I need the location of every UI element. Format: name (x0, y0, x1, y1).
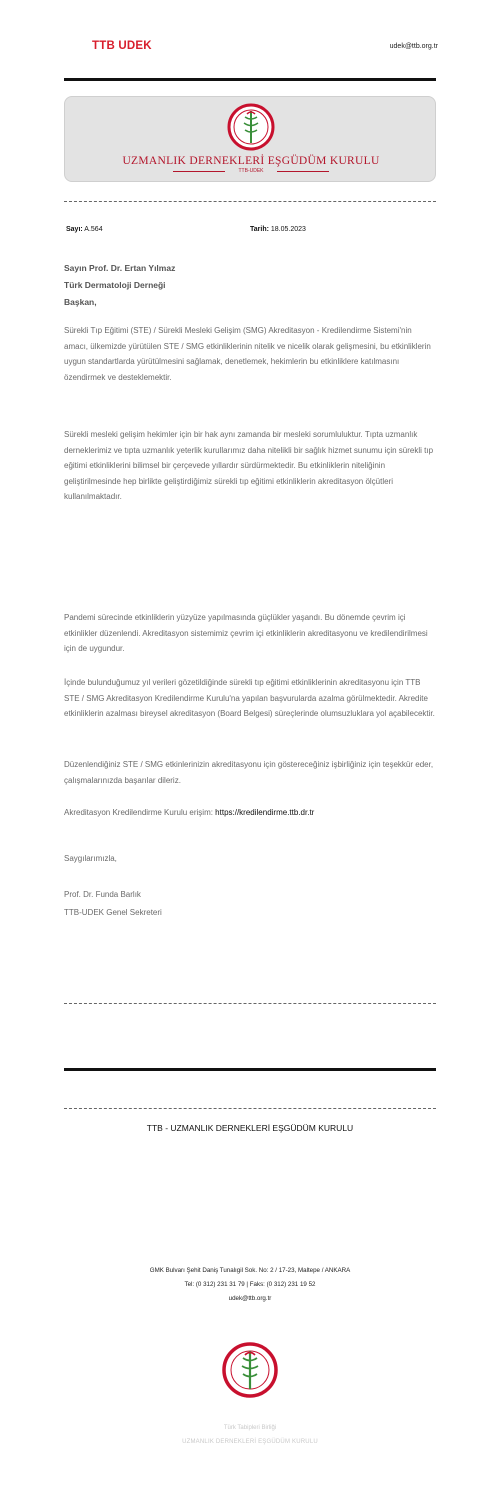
tarih-label: Tarih: (250, 226, 269, 233)
signatory-title: TTB-UDEK Genel Sekreteri (64, 908, 162, 917)
header-email[interactable]: udek@ttb.org.tr (389, 43, 438, 50)
recipient-name: Sayın Prof. Dr. Ertan Yılmaz (64, 263, 176, 273)
banner-title: UZMANLIK DERNEKLERİ EŞGÜDÜM KURULU (122, 155, 380, 167)
footer-title: TTB - UZMANLIK DERNEKLERİ EŞGÜDÜM KURULU (146, 1123, 354, 1133)
recipient-title: Başkan, (64, 297, 97, 307)
body-paragraph-6 (64, 805, 436, 821)
footer-org-name: Türk Tabipleri Birliği (223, 1425, 277, 1431)
banner-subtitle: TTB-UDEK (238, 168, 264, 174)
tarih-value: 18.05.2023 (270, 226, 306, 233)
divider-dashed (64, 1003, 436, 1004)
letterhead-banner (64, 96, 436, 182)
footer-email[interactable]: udek@ttb.org.tr (228, 1295, 272, 1302)
sayi-label: Sayı: (66, 226, 83, 233)
divider-dashed (64, 201, 436, 202)
ttb-seal-icon (227, 103, 275, 151)
closing-salute: Saygılarımızla, (64, 854, 117, 863)
sayi-field (66, 226, 103, 233)
tarih-field (250, 226, 306, 233)
footer-rule (64, 1068, 436, 1071)
banner-rule-right (277, 171, 329, 172)
access-label: Akreditasyon Kredilendirme Kurulu erişim: (64, 808, 216, 817)
body-paragraph-1: Sürekli Tıp Eğitimi (STE) / Sürekli Mesleki Gelişim (SMG) Akreditasyon - Kredilendirme Sistemi'nin amacı, ülkemizde yürütülen STE / SMG etkinliklerinin nitelik ve nicelik olarak gelişmesini, bu etkinliklerin uygun standartlarda yürütülmesini sağlamak, denetlemek, hekimlerin bu etkinliklere katılmasını özendirmek ve desteklemektir. (64, 326, 431, 382)
footer-org-subtitle: UZMANLIK DERNEKLERİ EŞGÜDÜM KURULU (182, 1439, 318, 1445)
body-paragraph-3: Pandemi sürecinde etkinliklerin yüzyüze yapılmasında güçlükler yaşandı. Bu dönemde çevrim içi etkinlikler düzenlendi. Akreditasyon sistemimiz çevrim içi etkinliklerin akreditasyonu ve kredilendirilmesi için de uygundur. (64, 613, 428, 654)
body-paragraph-5: Düzenlendiğiniz STE / SMG etkinlerinizin akreditasyonu için göstereceğiniz işbirliğiniz için teşekkür eder, çalışmalarınızda başarılar dileriz. (64, 760, 434, 785)
sayi-value: A.564 (84, 226, 103, 233)
body-paragraph-2: Sürekli mesleki gelişim hekimler için bir hak aynı zamanda bir mesleki sorumluluktur. Tıpta uzmanlık derneklerimiz ve tıpta uzmanlık yeterlik kurullarımız daha nitelikli bir sağlık hizmet sunumu için sürekli tıp eğitimi etkinliklerini bilimsel bir çerçevede yıllardır sürdürmektedir. Bu etkinliklerin niteliğinin geliştirilmesinde hep birlikte geliştirdiğimiz sürekli tıp eğitimi etkinliklerin akreditasyon ölçütleri kullanılmaktadır. (64, 430, 434, 502)
signatory-name: Prof. Dr. Funda Barlık (64, 890, 141, 899)
brand-logo-text: TTB UDEK (92, 40, 152, 52)
recipient-org: Türk Dermatoloji Derneği (64, 280, 166, 290)
header-rule (64, 78, 436, 81)
ttb-seal-icon (222, 1342, 278, 1398)
body-paragraph-4: İçinde bulunduğumuz yıl verileri gözetildiğinde sürekli tıp eğitimi etkinliklerinin akreditasyonu için TTB STE / SMG Akreditasyon Kredilendirme Kurulu'na yapılan başvurularda azalma görülmektedir. Akredite etkinliklerin azalması bireysel akreditasyon (Board Belgesi) süreçlerinde olumsuzluklara yol açabilecektir. (64, 678, 435, 719)
divider-dashed (64, 1108, 436, 1109)
footer-address: GMK Bulvarı Şehit Daniş Tunalıgil Sok. No: 2 / 17-23, Maltepe / ANKARA (149, 1267, 351, 1274)
kredilendirme-link[interactable]: https://kredilendirme.ttb.dr.tr (215, 808, 315, 817)
footer-phone: Tel: (0 312) 231 31 79 | Faks: (0 312) 231 19 52 (184, 1281, 316, 1288)
